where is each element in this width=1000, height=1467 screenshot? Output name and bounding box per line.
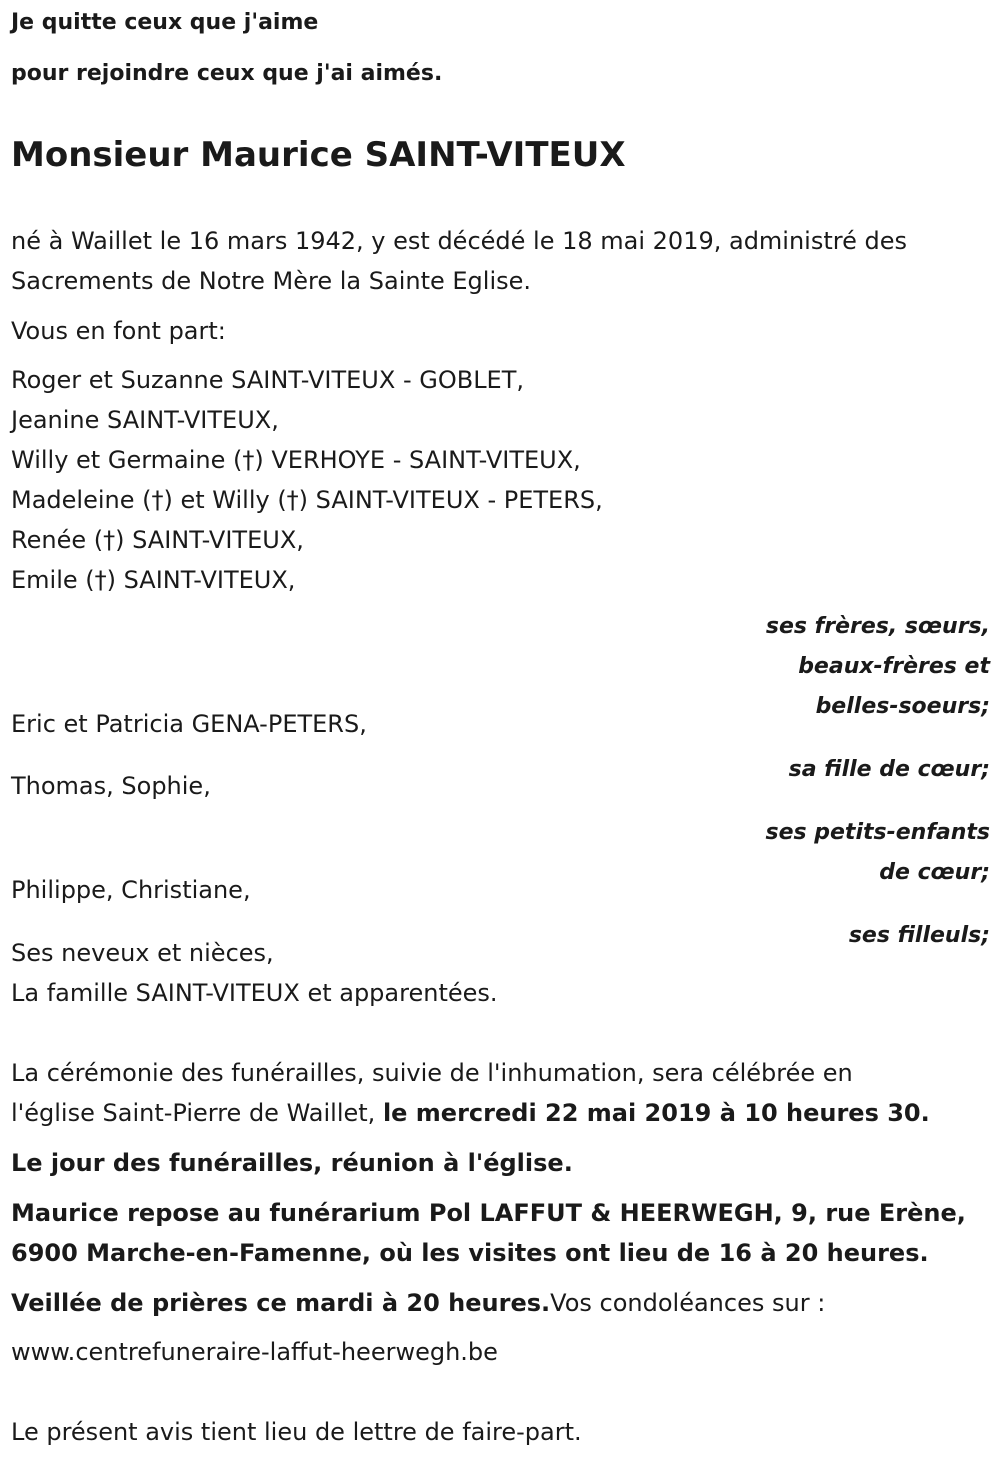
sibling-line: Jeanine SAINT-VITEUX,: [11, 406, 279, 434]
announce: Vous en font part:: [11, 317, 226, 345]
ceremony-line-1: La cérémonie des funérailles, suivie de l'inhumation, sera célébrée en: [11, 1059, 853, 1087]
sibling-line: Emile (†) SAINT-VITEUX,: [11, 566, 296, 594]
repose-line-2: 6900 Marche-en-Famenne, où les visites ont lieu de 16 à 20 heures.: [11, 1239, 929, 1267]
website-link[interactable]: www.centrefuneraire-laffut-heerwegh.be: [11, 1338, 498, 1366]
vigil-time: Veillée de prières ce mardi à 20 heures.: [11, 1289, 551, 1317]
grandchildren-role-line-1: ses petits-enfants: [765, 820, 990, 845]
sibling-line: Renée (†) SAINT-VITEUX,: [11, 526, 304, 554]
verse-line-1: Je quitte ceux que j'aime: [11, 10, 319, 35]
others-line-1: Ses neveux et nièces,: [11, 939, 274, 967]
grandchildren-line: Thomas, Sophie,: [11, 772, 211, 800]
meeting-note: Le jour des funérailles, réunion à l'église.: [11, 1149, 573, 1177]
siblings-role-line-3: belles-soeurs;: [815, 694, 990, 719]
siblings-role-line-2: beaux-frères et: [798, 654, 990, 679]
sibling-line: Madeleine (†) et Willy (†) SAINT-VITEUX - PETERS,: [11, 486, 603, 514]
daughter-line: Eric et Patricia GENA-PETERS,: [11, 710, 367, 738]
godchildren-role: ses filleuls;: [848, 923, 990, 948]
vigil-line: [11, 1289, 825, 1317]
intro-line-1: né à Waillet le 16 mars 1942, y est décédé le 18 mai 2019, administré des: [11, 227, 908, 255]
godchildren-line: Philippe, Christiane,: [11, 876, 251, 904]
deceased-name: Monsieur Maurice SAINT-VITEUX: [11, 135, 626, 175]
condolences-label: Vos condoléances sur :: [550, 1289, 826, 1317]
ceremony-date: le mercredi 22 mai 2019 à 10 heures 30.: [382, 1099, 930, 1127]
ceremony-place: l'église Saint-Pierre de Waillet,: [11, 1099, 376, 1127]
others-line-2: La famille SAINT-VITEUX et apparentées.: [11, 979, 498, 1007]
repose-line-1: Maurice repose au funérarium Pol LAFFUT & HEERWEGH, 9, rue Erène,: [11, 1199, 966, 1227]
grandchildren-role-line-2: de cœur;: [879, 860, 990, 885]
sibling-line: Roger et Suzanne SAINT-VITEUX - GOBLET,: [11, 366, 525, 394]
verse-line-2: pour rejoindre ceux que j'ai aimés.: [11, 61, 443, 86]
ceremony-line-2: [11, 1099, 930, 1127]
intro-line-2: Sacrements de Notre Mère la Sainte Eglise.: [11, 267, 532, 295]
closing-note: Le présent avis tient lieu de lettre de faire-part.: [11, 1418, 582, 1446]
siblings-role-line-1: ses frères, sœurs,: [765, 614, 990, 639]
daughter-role: sa fille de cœur;: [788, 757, 990, 782]
sibling-line: Willy et Germaine (†) VERHOYE - SAINT-VITEUX,: [11, 446, 581, 474]
